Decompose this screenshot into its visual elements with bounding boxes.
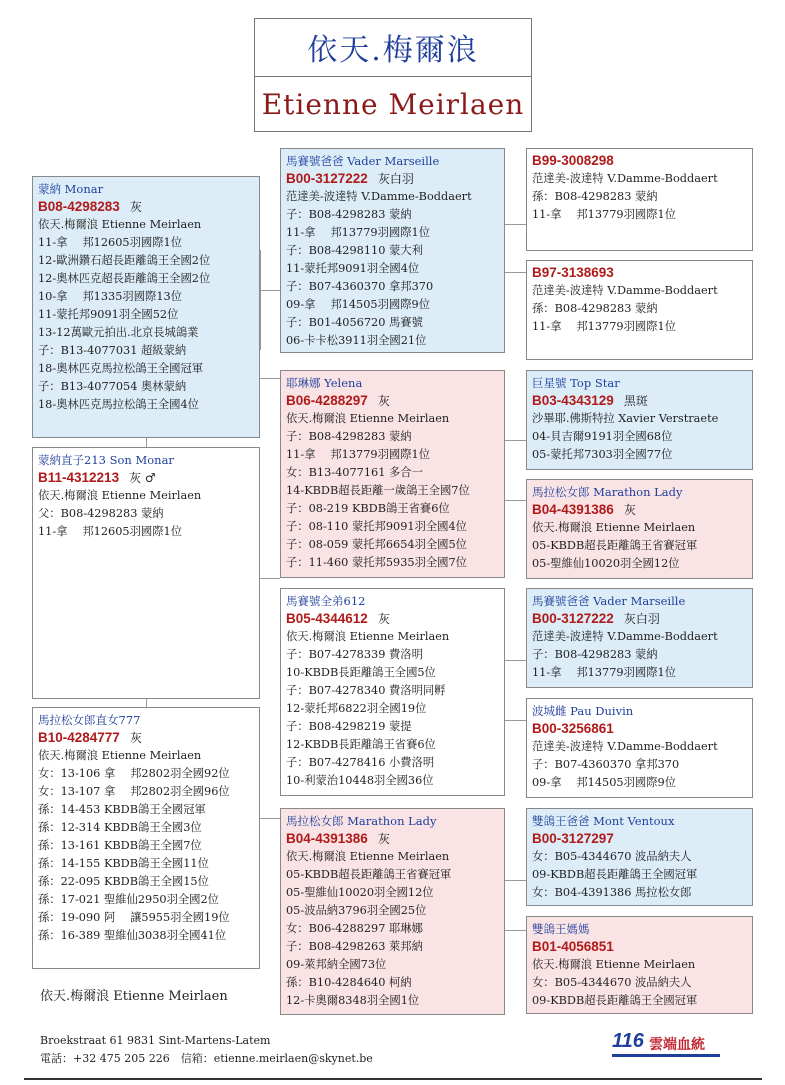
sire-line: 范達美-波達特 V.Damme-Boddaert: [286, 190, 472, 203]
ml-dam-ring: B01-4056851: [532, 939, 614, 954]
son-color: 灰 ♂: [129, 471, 156, 485]
card-sire: [280, 148, 505, 353]
ml-sire-line: 女：B05-4344670 波品納夫人: [532, 850, 692, 863]
dam-line: 子：B08-4298283 蒙納: [286, 430, 412, 443]
daughter-line: 孫：16-389 聖維仙3038羽全國41位: [38, 929, 227, 942]
subject-line: 依天.梅爾浪 Etienne Meirlaen: [38, 218, 202, 231]
ml-sire-line: 女：B04-4391386 馬拉松女郎: [532, 886, 692, 899]
daughter-line: 孫：13-161 KBDB鴿王全國7位: [38, 839, 202, 852]
ml-sire-ring: B00-3127297: [532, 831, 614, 846]
dam-color: 灰: [377, 394, 390, 408]
card-brother: [280, 588, 505, 796]
dam-line: 子：11-460 蒙托邦5935羽全國7位: [286, 556, 467, 569]
connector-subject-dam: [258, 378, 280, 379]
connector-ml-gp: [504, 880, 526, 881]
brand-logo: [612, 1030, 722, 1058]
connector-brother-gp: [504, 660, 526, 661]
sire-sire-ring: B99-3008298: [532, 153, 614, 168]
brother-dam-line: 09-拿 邦14505羽國際9位: [532, 776, 676, 789]
daughter-line: 女：13-107 拿 邦2802羽全國96位: [38, 785, 230, 798]
title-english: Etienne Meirlaen: [261, 88, 525, 121]
brother-dam-ring: B00-3256861: [532, 721, 614, 736]
connector-daughter-ml: [258, 818, 280, 819]
subject-line: 11-拿 邦12605羽國際1位: [38, 236, 182, 249]
card-marathon-lady: [280, 808, 505, 1015]
sire-line: 09-拿 邦14505羽國際9位: [286, 298, 430, 311]
dam-line: 子：08-059 蒙托邦6654羽全國5位: [286, 538, 467, 551]
connector-sire-gp: [504, 224, 526, 225]
card-brother-sire: [526, 588, 753, 688]
brother-dam-line: 范達美-波達特 V.Damme-Boddaert: [532, 740, 718, 753]
subject-line: 12-歐洲鑽石超長距離鴿王全國2位: [38, 254, 211, 267]
subject-line: 18-奧林匹克馬拉松鴿王全國4位: [38, 398, 199, 411]
daughter-line: 孫：19-090 阿 讓5955羽全國19位: [38, 911, 230, 924]
son-name: 蒙納直子213 Son Monar: [38, 453, 174, 467]
brother-line: 12-蒙托邦6822羽全國19位: [286, 702, 427, 715]
ml-dam-line: 依天.梅爾浪 Etienne Meirlaen: [532, 958, 696, 971]
brother-dam-line: 子：B07-4360370 拿邦370: [532, 758, 680, 771]
dam-dam-ring: B04-4391386 灰: [532, 502, 636, 517]
dam-line: 14-KBDB超長距離一歲鴿王全國7位: [286, 484, 470, 497]
card-ml-dam: [526, 916, 753, 1014]
brother-ring: B05-4344612 灰: [286, 611, 390, 626]
sire-sire-line: 孫：B08-4298283 蒙納: [532, 190, 658, 203]
card-sire-sire: [526, 148, 753, 251]
sire-line: 11-拿 邦13779羽國際1位: [286, 226, 430, 239]
title-chinese: 依天.梅爾浪: [307, 33, 479, 68]
logo-text: 雲端血統: [649, 1037, 705, 1053]
sire-line: 06-卡卡松3911羽全國21位: [286, 334, 427, 347]
dam-dam-color: 灰: [623, 503, 636, 517]
dam-line: 子：08-219 KBDB鴿王省賽6位: [286, 502, 450, 515]
card-ml-sire: [526, 808, 753, 906]
dam-line: 依天.梅爾浪 Etienne Meirlaen: [286, 412, 450, 425]
subject-line: 13-12萬歐元拍出.北京長城鴿業: [38, 326, 199, 339]
sire-dam-line: 11-拿 邦13779羽國際1位: [532, 320, 676, 333]
son-line: 父：B08-4298283 蒙納: [38, 507, 164, 520]
subject-line: 10-拿 邦1335羽國際13位: [38, 290, 182, 303]
logo-number: 116: [612, 1030, 644, 1052]
son-ring: B11-4312213 灰 ♂: [38, 470, 156, 485]
ml-line: 12-卡奧爾8348羽全國1位: [286, 994, 420, 1007]
dam-name: 耶琳娜 Yelena: [286, 376, 363, 390]
subject-name: 蒙納 Monar: [38, 182, 104, 196]
dam-sire-line: 05-蒙托邦7303羽全國77位: [532, 448, 673, 461]
subject-line: 子：B13-4077031 超級蒙納: [38, 344, 187, 357]
footer-rule: [24, 1078, 762, 1080]
sire-name: 馬賽號爸爸 Vader Marseille: [286, 154, 440, 168]
son-line: 11-拿 邦12605羽國際1位: [38, 525, 182, 538]
daughter-line: 孫：22-095 KBDB鴿王全國15位: [38, 875, 209, 888]
card-son: [32, 447, 260, 699]
brother-line: 子：B07-4278416 小費洛明: [286, 756, 435, 769]
connector-dam-gp2: [504, 500, 526, 501]
daughter-name: 馬拉松女郎直女777: [38, 713, 141, 727]
subject-line: 11-蒙托邦9091羽全國52位: [38, 308, 179, 321]
title-box: [254, 18, 532, 132]
title-divider: [255, 76, 531, 77]
sire-line: 子：B08-4298283 蒙納: [286, 208, 412, 221]
brother-line: 12-KBDB長距離鴿王省賽6位: [286, 738, 436, 751]
ml-line: 女：B06-4288297 耶琳娜: [286, 922, 423, 935]
ml-line: 依天.梅爾浪 Etienne Meirlaen: [286, 850, 450, 863]
connector-left-v1: [146, 437, 147, 447]
connector-son-brother: [258, 578, 280, 579]
ml-color: 灰: [377, 832, 390, 846]
ml-line: 子：B08-4298263 萊邦納: [286, 940, 423, 953]
card-daughter: [32, 707, 260, 969]
brother-line: 10-利蒙治10448羽全國36位: [286, 774, 434, 787]
ml-line: 05-聖維仙10020羽全國12位: [286, 886, 434, 899]
sire-line: 子：B01-4056720 馬賽號: [286, 316, 423, 329]
daughter-line: 女：13-106 拿 邦2802羽全國92位: [38, 767, 230, 780]
daughter-line: 孫：17-021 聖維仙2950羽全國2位: [38, 893, 219, 906]
brother-line: 子：B08-4298219 蒙提: [286, 720, 412, 733]
sire-sire-line: 11-拿 邦13779羽國際1位: [532, 208, 676, 221]
connector-left-v2: [146, 698, 147, 707]
card-dam-sire: [526, 370, 753, 470]
subject-line: 12-奧林匹克超長距離鴿王全國2位: [38, 272, 211, 285]
brother-line: 依天.梅爾浪 Etienne Meirlaen: [286, 630, 450, 643]
card-brother-dam: [526, 698, 753, 798]
brother-color: 灰: [377, 612, 390, 626]
connector-subject-sire: [260, 250, 281, 350]
sire-sire-line: 范達美-波達特 V.Damme-Boddaert: [532, 172, 718, 185]
ml-name: 馬拉松女郎 Marathon Lady: [286, 814, 437, 828]
dam-dam-line: 05-聖維仙10020羽全國12位: [532, 557, 680, 570]
dam-dam-name: 馬拉松女郎 Marathon Lady: [532, 485, 683, 499]
brother-sire-line: 范達美-波達特 V.Damme-Boddaert: [532, 630, 718, 643]
logo-underline: [612, 1054, 720, 1057]
brother-name: 馬賽號全弟612: [286, 594, 366, 608]
son-line: 依天.梅爾浪 Etienne Meirlaen: [38, 489, 202, 502]
daughter-line: 孫：12-314 KBDB鴿王全國3位: [38, 821, 202, 834]
ml-line: 05-波品納3796羽全國25位: [286, 904, 427, 917]
daughter-line: 依天.梅爾浪 Etienne Meirlaen: [38, 749, 202, 762]
dam-sire-ring: B03-4343129 黑斑: [532, 393, 648, 408]
subject-ring: B08-4298283 灰: [38, 199, 142, 214]
ml-sire-line: 09-KBDB超長距離鴿王全國冠軍: [532, 868, 698, 881]
dam-line: 11-拿 邦13779羽國際1位: [286, 448, 430, 461]
connector-dam-gp: [504, 440, 526, 441]
connector-subject-h: [258, 290, 280, 291]
brother-line: 10-KBDB長距離鴿王全國5位: [286, 666, 436, 679]
connector-sire-gp2: [504, 272, 526, 273]
ml-line: 孫：B10-4284640 柯納: [286, 976, 412, 989]
dam-sire-line: 04-貝吉爾9191羽全國68位: [532, 430, 673, 443]
sire-dam-line: 孫：B08-4298283 蒙納: [532, 302, 658, 315]
card-dam-dam: [526, 479, 753, 579]
ml-ring: B04-4391386 灰: [286, 831, 390, 846]
brother-sire-ring: B00-3127222 灰白羽: [532, 611, 660, 626]
connector-brother-gp2: [504, 720, 526, 721]
breeder-signature: 依天.梅爾浪 Etienne Meirlaen: [40, 989, 228, 1004]
sire-ring: B00-3127222 灰白羽: [286, 171, 414, 186]
card-subject: [32, 176, 260, 438]
daughter-color: 灰: [129, 731, 142, 745]
brother-dam-name: 波城雌 Pau Duivin: [532, 704, 634, 718]
ml-sire-name: 雙鴿王爸爸 Mont Ventoux: [532, 814, 675, 828]
card-dam: [280, 370, 505, 578]
card-sire-dam: [526, 260, 753, 360]
dam-dam-line: 依天.梅爾浪 Etienne Meirlaen: [532, 521, 696, 534]
sire-line: 子：B08-4298110 蒙大利: [286, 244, 423, 257]
brother-sire-line: 11-拿 邦13779羽國際1位: [532, 666, 676, 679]
daughter-line: 孫：14-155 KBDB鴿王全國11位: [38, 857, 209, 870]
sire-dam-line: 范達美-波達特 V.Damme-Boddaert: [532, 284, 718, 297]
dam-sire-name: 巨星號 Top Star: [532, 376, 620, 390]
contact-line: 電話：+32 475 205 226 信箱：etienne.meirlaen@skynet.be: [40, 1052, 373, 1065]
dam-line: 子：08-110 蒙托邦9091羽全國4位: [286, 520, 467, 533]
dam-dam-line: 05-KBDB超長距離鴿王省賽冠軍: [532, 539, 698, 552]
brother-sire-color: 灰白羽: [623, 612, 660, 626]
dam-sire-color: 黑斑: [623, 394, 648, 408]
connector-ml-gp2: [504, 930, 526, 931]
brother-sire-line: 子：B08-4298283 蒙納: [532, 648, 658, 661]
subject-line: 子：B13-4077054 奧林蒙納: [38, 380, 187, 393]
ml-line: 09-萊邦納全國73位: [286, 958, 387, 971]
subject-color: 灰: [129, 200, 142, 214]
address-line: Broekstraat 61 9831 Sint-Martens-Latem: [40, 1034, 271, 1047]
dam-sire-line: 沙畢耶.佛斯特拉 Xavier Verstraete: [532, 412, 719, 425]
ml-dam-line: 09-KBDB超長距離鴿王全國冠軍: [532, 994, 698, 1007]
brother-sire-name: 馬賽號爸爸 Vader Marseille: [532, 594, 686, 608]
subject-line: 18-奧林匹克馬拉松鴿王全國冠軍: [38, 362, 204, 375]
ml-dam-name: 雙鴿王媽媽: [532, 922, 590, 936]
ml-line: 05-KBDB超長距離鴿王省賽冠軍: [286, 868, 452, 881]
brother-line: 子：B07-4278340 費洛明同孵: [286, 684, 446, 697]
contact-block: [40, 1032, 373, 1068]
sire-color: 灰白羽: [377, 172, 414, 186]
sire-line: 子：B07-4360370 拿邦370: [286, 280, 434, 293]
ml-dam-line: 女：B05-4344670 波品納夫人: [532, 976, 692, 989]
dam-line: 女：B13-4077161 多合一: [286, 466, 423, 479]
sire-line: 11-蒙托邦9091羽全國4位: [286, 262, 420, 275]
daughter-ring: B10-4284777 灰: [38, 730, 142, 745]
dam-ring: B06-4288297 灰: [286, 393, 390, 408]
sire-dam-ring: B97-3138693: [532, 265, 614, 280]
brother-line: 子：B07-4278339 費洛明: [286, 648, 423, 661]
daughter-line: 孫：14-453 KBDB鴿王全國冠軍: [38, 803, 206, 816]
